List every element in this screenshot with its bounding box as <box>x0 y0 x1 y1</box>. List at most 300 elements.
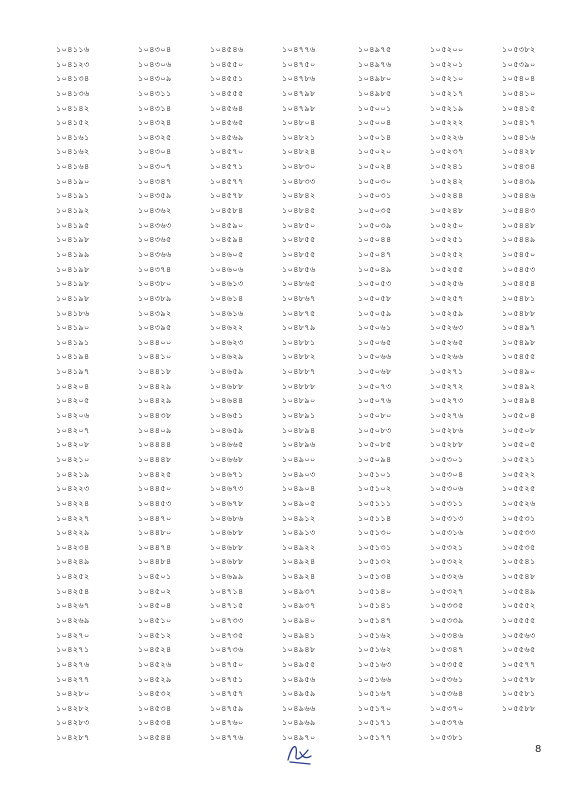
list-item: ১০৪৩৮০ <box>138 279 172 289</box>
list-item: ১০৪২৭৭ <box>56 674 90 684</box>
list-item: ১০৪৫৫৫ <box>210 88 244 98</box>
list-item: ১০৫৫৫৫ <box>502 615 536 625</box>
list-item: ১০৪২২৩ <box>56 484 90 494</box>
list-item: ১০৫৩১১ <box>430 498 464 508</box>
list-item: ১০৫০৫৩ <box>358 279 392 289</box>
list-item: ১০৪৮৮৭ <box>282 367 316 377</box>
list-item: ১০৫৪৯৪ <box>502 396 536 406</box>
list-item: ১০৪৭৩৫ <box>210 630 244 640</box>
list-item: ১০৪৯৬৯ <box>282 718 316 728</box>
list-item: ১০৪৫৯৪ <box>210 235 244 245</box>
list-item: ১০৪৬৮৬ <box>210 513 244 523</box>
list-item: ১০৪১৮৬ <box>56 308 90 318</box>
list-item: ১০৫৪৪৩ <box>502 206 536 216</box>
list-item: ১০৪৪৭৪ <box>138 542 172 552</box>
list-item: ১০৪৩৪৭ <box>138 176 172 186</box>
number-column-6 <box>430 43 502 746</box>
list-item: ১০৫১৬৬ <box>358 674 392 684</box>
list-item: ১০৪৩৯২ <box>138 308 172 318</box>
list-item: ১০৫১৪০ <box>358 586 392 596</box>
list-item: ১০৪৩০৭ <box>138 162 172 172</box>
list-item: ১০৫৫২১ <box>502 454 536 464</box>
list-item: ১০৪৩৬৩ <box>138 220 172 230</box>
list-item: ১০৫২২৬ <box>430 132 464 142</box>
list-item: ১০৪৫১২ <box>138 630 172 640</box>
list-item: ১০৪৬৭৩ <box>210 484 244 494</box>
list-item: ১০৫৩২৭ <box>430 586 464 596</box>
list-item: ১০৪৫০১ <box>138 572 172 582</box>
list-item: ১০৫০৪৭ <box>358 249 392 259</box>
list-item: ১০৪৯২৪ <box>282 557 316 567</box>
list-item: ১০৫৩৩৫ <box>430 601 464 611</box>
list-item: ১০৪৫৫০ <box>210 59 244 69</box>
list-item: ১০৫৫৪১ <box>502 557 536 567</box>
list-item: ১০৪১৯৯ <box>56 249 90 259</box>
list-item: ১০৪৭৭৬ <box>210 733 244 743</box>
list-item: ১০৫২৫০ <box>430 220 464 230</box>
list-item: ১০৪৯১৩ <box>282 528 316 538</box>
list-item: ১০৫২৬৫ <box>430 337 464 347</box>
list-item: ১০৪৫৩৪ <box>138 703 172 713</box>
list-item: ১০৫১৩১ <box>358 542 392 552</box>
list-item: ১০৪৪১০ <box>138 352 172 362</box>
list-item: ১০৫৫০৪ <box>502 411 536 421</box>
list-item: ১০৫৪২৮ <box>502 147 536 157</box>
list-item: ১০৪২০৬ <box>56 411 90 421</box>
list-item: ১০৪৮২১ <box>282 132 316 142</box>
list-item: ১০৪২৭১ <box>56 645 90 655</box>
number-list-grid <box>56 43 536 746</box>
list-item: ১০৪৯৮০ <box>358 74 392 84</box>
list-item: ১০৪৫৯০ <box>210 220 244 230</box>
list-item: ১০৪৯২৪ <box>282 572 316 582</box>
list-item: ১০৫৩২১ <box>430 542 464 552</box>
list-item: ১০৪৭৩৩ <box>210 615 244 625</box>
list-item: ১০৪৫৬৪ <box>210 103 244 113</box>
list-item: ১০৪২৮০ <box>56 689 90 699</box>
list-item: ১০৫২৭৩ <box>430 396 464 406</box>
list-item: ১০৪৩১১ <box>138 88 172 98</box>
list-item: ১০৪৯৫৯ <box>282 689 316 699</box>
list-item: ১০৪৯৪৮ <box>282 645 316 655</box>
number-column-5 <box>358 43 430 746</box>
list-item: ১০৫৫৪৯ <box>502 586 536 596</box>
list-item: ১০৪৩০৯ <box>138 74 172 84</box>
list-item: ১০৫৪০৪ <box>502 74 536 84</box>
list-item: ১০৪৬৭১ <box>210 469 244 479</box>
list-item: ১০৪৫২৬ <box>138 659 172 669</box>
list-item: ১০৪৫৬৯ <box>210 132 244 142</box>
list-item: ১০৪৮৫৬ <box>282 264 316 274</box>
list-item: ১০৫২১৯ <box>430 103 464 113</box>
list-item: ১০৪৫৩২ <box>138 689 172 699</box>
list-item: ১০৪৮৪৫ <box>282 206 316 216</box>
list-item: ১০৪৫২৯ <box>138 674 172 684</box>
list-item: ১০৪৩০৪ <box>138 147 172 157</box>
list-item: ১০৪৪৭০ <box>138 513 172 523</box>
list-item: ১০৪৯৫৫ <box>282 659 316 669</box>
list-item: ১০৫২৭৬ <box>430 411 464 421</box>
list-item: ১০৪১৯০ <box>56 176 90 186</box>
list-item: ১০৪১৯২ <box>56 206 90 216</box>
number-column-3 <box>210 43 282 746</box>
list-item: ১০৪১৯৮ <box>56 279 90 289</box>
list-item: ১০৪১৯৮ <box>56 235 90 245</box>
list-item: ১০৪৭৫০ <box>210 659 244 669</box>
list-item: ১০৪৭১৫ <box>210 601 244 611</box>
list-item: ১০৪৯৩৭ <box>282 601 316 611</box>
list-item: ১০৪২৫৪ <box>56 586 90 596</box>
list-item: ১০৫২২২ <box>430 118 464 128</box>
list-item: ১০৪৫৬৫ <box>210 118 244 128</box>
list-item: ১০৪২২৯ <box>56 528 90 538</box>
list-item: ১০৫৩৭৬ <box>430 718 464 728</box>
list-item: ১০৪৯০০ <box>282 454 316 464</box>
list-item: ১০৫৩৪৭ <box>430 645 464 655</box>
list-item: ১০৪৯০৪ <box>282 484 316 494</box>
list-item: ১০৫৩৯০ <box>502 59 536 69</box>
list-item: ১০৪২৮৩ <box>56 718 90 728</box>
list-item: ১০৪৯৬৬ <box>282 703 316 713</box>
list-item: ১০৪৫৪৪ <box>138 733 172 743</box>
list-item: ১০৪২৪৯ <box>56 557 90 567</box>
list-item: ১০৫২৪২ <box>430 176 464 186</box>
list-item: ১০৪৮৫৫ <box>282 249 316 259</box>
list-item: ১০৪৫৭০ <box>210 147 244 157</box>
list-item: ১০৫৩৮২ <box>502 45 536 54</box>
list-item: ১০৪৮৩৩ <box>282 176 316 186</box>
list-item: ১০৪৪০৯ <box>138 425 172 435</box>
list-item: ১০৫৪৯৮ <box>502 337 536 347</box>
list-item: ১০৪৪১৮ <box>138 367 172 377</box>
list-item: ১০৪৮৪২ <box>282 191 316 201</box>
list-item: ১০৫৪৪৮ <box>502 220 536 230</box>
list-item: ১০৫২১০ <box>430 74 464 84</box>
list-item: ১০৪২৮৭ <box>56 733 90 743</box>
list-item: ১০৪৩৭৪ <box>138 264 172 274</box>
list-item: ১০৪৬২৩ <box>210 337 244 347</box>
list-item: ১০৫২০১ <box>430 59 464 69</box>
list-item: ১০৫২৭১ <box>430 367 464 377</box>
list-item: ১০৪৬৮৮ <box>210 381 244 391</box>
list-item: ১০৪১৬১ <box>56 132 90 142</box>
list-item: ১০৫৪১৭ <box>502 118 536 128</box>
list-item: ১০৪৪২৫ <box>138 469 172 479</box>
list-item: ১০৫৫৮৮ <box>502 703 536 713</box>
list-item: ১০৪৬৫৯ <box>210 425 244 435</box>
list-item: ১০৪৫১০ <box>138 615 172 625</box>
list-item: ১০৪৯৩৭ <box>282 586 316 596</box>
list-item: ১০৪৯৪১ <box>282 630 316 640</box>
list-item: ১০৫৪৩৯ <box>502 176 536 186</box>
list-item: ১০৫৪৮১ <box>502 293 536 303</box>
list-item: ১০৪১৯৪ <box>56 352 90 362</box>
list-item: ১০৪৬১৩ <box>210 279 244 289</box>
list-item: ১০৫৪৫৩ <box>502 264 536 274</box>
list-item: ১০৪৭৩৬ <box>210 645 244 655</box>
list-item: ১০৫৩৪৬ <box>430 630 464 640</box>
list-item: ১০৪১২৩ <box>56 59 90 69</box>
number-column-2 <box>138 43 210 746</box>
list-item: ১০৪১৩৬ <box>56 88 90 98</box>
list-item: ১০৫৪১৬ <box>502 132 536 142</box>
list-item: ১০৫২৭২ <box>430 381 464 391</box>
list-item: ১০৪৬৬৫ <box>210 440 244 450</box>
list-item: ১০৫৩৩৯ <box>430 615 464 625</box>
list-item: ১০৪৮৫০ <box>282 220 316 230</box>
list-item: ১০৫৪৩৪ <box>502 162 536 172</box>
list-item: ১০৪৪৩৮ <box>138 411 172 421</box>
list-item: ১০৪১৯৫ <box>56 220 90 230</box>
list-item: ১০৫২৫৬ <box>430 279 464 289</box>
list-item: ১০৫৩৬১ <box>430 674 464 684</box>
list-item: ১০৫০৪৯ <box>358 264 392 274</box>
list-item: ১০৪২০৮ <box>56 440 90 450</box>
list-item: ১০৫২৫৯ <box>430 308 464 318</box>
list-item: ১০৫৫০৮ <box>502 425 536 435</box>
list-item: ১০৪৭৫৭ <box>210 689 244 699</box>
list-item: ১০৪৮৯১ <box>282 411 316 421</box>
list-item: ১০৪৯৭৬ <box>358 59 392 69</box>
list-item: ১০৪৮৯০ <box>282 396 316 406</box>
list-item: ১০৫০৩৯ <box>358 220 392 230</box>
list-item: ১০৪৬৮৮ <box>210 557 244 567</box>
list-item: ১০৪৩৯৫ <box>138 323 172 333</box>
list-item: ১০৪৩৮৯ <box>138 293 172 303</box>
list-item: ১০৪৮৯৬ <box>282 440 316 450</box>
list-item: ১০৪১৬২ <box>56 147 90 157</box>
list-item: ১০৫০৩০ <box>358 176 392 186</box>
list-item: ১০৪৬০৬ <box>210 264 244 274</box>
list-item: ১০৫৫৩৩ <box>502 528 536 538</box>
number-column-7 <box>502 43 536 746</box>
list-item: ১০৫১৬৩ <box>358 659 392 669</box>
list-item: ১০৪৫৭১ <box>210 162 244 172</box>
list-item: ১০৫০০১ <box>358 103 392 113</box>
number-column-1 <box>56 43 138 746</box>
list-item: ১০৪২৬৭ <box>56 601 90 611</box>
list-item: ১০৫০৬৬ <box>358 352 392 362</box>
list-item: ১০৪১৩৪ <box>56 74 90 84</box>
list-item: ১০৫৩৭০ <box>430 703 464 713</box>
list-item: ১০৪৫৭৮ <box>210 191 244 201</box>
list-item: ১০৫১৩২ <box>358 557 392 567</box>
list-item: ১০৪৪০০ <box>138 337 172 347</box>
list-item: ১০৫১৬২ <box>358 630 392 640</box>
page-number: 8 <box>535 744 542 755</box>
list-item: ১০৪৬০৫ <box>210 249 244 259</box>
list-item: ১০৫৫২২ <box>502 469 536 479</box>
list-item: ১০৫১৬২ <box>358 645 392 655</box>
list-item: ১০৫৫২৬ <box>502 498 536 508</box>
list-item: ১০৫২৬৬ <box>430 352 464 362</box>
list-item: ১০৫৩৮১ <box>430 733 464 743</box>
list-item: ১০৪১৯৭ <box>56 367 90 377</box>
list-item: ১০৪১১৬ <box>56 45 90 54</box>
list-item: ১০৪১৯০ <box>56 323 90 333</box>
list-item: ১০৪৭১৪ <box>210 586 244 596</box>
list-item: ১০৪২০৭ <box>56 425 90 435</box>
list-item: ১০৪৬৮৮ <box>210 528 244 538</box>
list-item: ১০৫০৯৪ <box>358 454 392 464</box>
list-item: ১০৪৯৭০ <box>282 733 316 743</box>
list-item: ১০৪৭৫০ <box>282 59 316 69</box>
list-item: ১০৫৪১০ <box>502 88 536 98</box>
list-item: ১০৪৪২৯ <box>138 381 172 391</box>
list-item: ১০৫২৪৪ <box>430 191 464 201</box>
list-item: ১০৫০৬১ <box>358 323 392 333</box>
list-item: ১০৪৩২৫ <box>138 132 172 142</box>
list-item: ১০৪৬১৪ <box>210 293 244 303</box>
list-item: ১০৫৪৯০ <box>502 367 536 377</box>
list-item: ১০৫১৬৭ <box>358 689 392 699</box>
list-item: ১০৪২৭৬ <box>56 659 90 669</box>
list-item: ১০৪৭৮৬ <box>282 74 316 84</box>
list-item: ১০৪১৯১ <box>56 191 90 201</box>
list-item: ১০৫২৩৭ <box>430 147 464 157</box>
list-item: ১০৫১৩৪ <box>358 572 392 582</box>
list-item: ১০৪৫২৪ <box>138 645 172 655</box>
list-item: ১০৪৮৫৫ <box>282 235 316 245</box>
list-item: ১০৪২১০ <box>56 454 90 464</box>
list-item: ১০৪৩০৪ <box>138 45 172 54</box>
list-item: ১০৪২৭০ <box>56 630 90 640</box>
list-item: ১০৪৯১২ <box>282 513 316 523</box>
list-item: ১০৪৯৪০ <box>282 615 316 625</box>
list-item: ১০৫২৪৮ <box>430 206 464 216</box>
list-item: ১০৫২৫৭ <box>430 293 464 303</box>
list-item: ১০৫০৫৯ <box>358 308 392 318</box>
list-item: ১০৪১৬৪ <box>56 162 90 172</box>
list-item: ১০৫৪৪৬ <box>502 191 536 201</box>
list-item: ১০৫৩০৪ <box>430 469 464 479</box>
list-item: ১০৪৪৪৪ <box>138 440 172 450</box>
list-item: ১০৪৩১৪ <box>138 103 172 113</box>
list-item: ১০৪৮৬৭ <box>282 293 316 303</box>
list-item: ১০৪৭৫১ <box>210 674 244 684</box>
list-item: ১০৪৬৬৮ <box>210 454 244 464</box>
list-item: ১০৫৫২৫ <box>502 484 536 494</box>
list-item: ১০৪৭৯৮ <box>282 103 316 113</box>
list-item: ১০৫০০৪ <box>358 118 392 128</box>
list-item: ১০৪৬১৬ <box>210 308 244 318</box>
list-item: ১০৫০৩১ <box>358 191 392 201</box>
list-item: ১০৪৬৪৪ <box>210 396 244 406</box>
list-item: ১০৫১১১ <box>358 498 392 508</box>
list-item: ১০৫৫৭৭ <box>502 659 536 669</box>
list-item: ১০৪৬৫১ <box>210 411 244 421</box>
list-item: ১০৪৭৬০ <box>210 718 244 728</box>
list-item: ১০৪৫৭৭ <box>210 176 244 186</box>
list-item: ১০৪৯৮৫ <box>358 88 392 98</box>
list-item: ১০৫৩২৬ <box>430 572 464 582</box>
list-item: ১০৪৮৩০ <box>282 162 316 172</box>
list-item: ১০৪৯০৩ <box>282 469 316 479</box>
list-item: ১০৪৬২৯ <box>210 352 244 362</box>
list-item: ১০৪১৯১ <box>56 337 90 347</box>
list-item: ১০৪৮২৪ <box>282 147 316 157</box>
list-item: ১০৫৫৬৩ <box>502 630 536 640</box>
list-item: ১০৪৪২৯ <box>138 396 172 406</box>
list-item: ১০৪৮০৪ <box>282 118 316 128</box>
list-item: ১০৪২৩৪ <box>56 542 90 552</box>
list-item: ১০৫০৬৮ <box>358 367 392 377</box>
list-item: ১০৪৯৭৫ <box>358 45 392 54</box>
list-item: ১০৫২৮৬ <box>430 425 464 435</box>
list-item: ১০৫১০১ <box>358 469 392 479</box>
list-item: ১০৪৬৮৮ <box>210 542 244 552</box>
list-item: ১০৫২৫৫ <box>430 264 464 274</box>
list-item: ১০৫০৩৫ <box>358 206 392 216</box>
list-item: ১০৫৩১৩ <box>430 513 464 523</box>
list-item: ১০৫৫৫২ <box>502 601 536 611</box>
list-item: ১০৫২৮৮ <box>430 440 464 450</box>
list-item: ১০৫৪১৫ <box>502 103 536 113</box>
list-item: ১০৫৫৩১ <box>502 513 536 523</box>
list-item: ১০৫৩০১ <box>430 454 464 464</box>
list-item: ১০৫৪৪৯ <box>502 235 536 245</box>
list-item: ১০৪৩৫৯ <box>138 191 172 201</box>
list-item: ১০৪১৫২ <box>56 118 90 128</box>
list-item: ১০৪৫৮৪ <box>210 206 244 216</box>
list-item: ১০৪৬৭৮ <box>210 498 244 508</box>
list-item: ১০৪২৮২ <box>56 703 90 713</box>
list-item: ১০৫২৬৩ <box>430 323 464 333</box>
list-item: ১০৫২০০ <box>430 45 464 54</box>
list-item: ১০৪২০৫ <box>56 396 90 406</box>
list-item: ১০৫১৩০ <box>358 528 392 538</box>
list-item: ১০৫২১৭ <box>430 88 464 98</box>
list-item: ১০৫১৭১ <box>358 718 392 728</box>
list-item: ১০৫৩২২ <box>430 557 464 567</box>
list-item: ১০৪৫৩৪ <box>138 718 172 728</box>
list-item: ১০৫০৮০ <box>358 411 392 421</box>
list-item: ১০৪২০৪ <box>56 381 90 391</box>
list-item: ১০৪৫০২ <box>138 586 172 596</box>
list-item: ১০৪৬৯৯ <box>210 572 244 582</box>
list-item: ১০৪৫০৪ <box>138 601 172 611</box>
list-item: ১০৫০৭৩ <box>358 381 392 391</box>
list-item: ১০৪৭৭৬ <box>282 45 316 54</box>
list-item: ১০৫৪৮৮ <box>502 308 536 318</box>
list-item: ১০৪২১৯ <box>56 469 90 479</box>
list-item: ১০৪৮৭৫ <box>282 308 316 318</box>
list-item: ১০৫৩৫৫ <box>430 659 464 669</box>
list-item: ১০৪৪৪৮ <box>138 454 172 464</box>
list-item: ১০৪৮৭৯ <box>282 323 316 333</box>
list-item: ১০৪২২৭ <box>56 513 90 523</box>
number-column-4 <box>282 43 358 746</box>
list-item: ১০৪৩৬২ <box>138 206 172 216</box>
list-item: ১০৪৯০৫ <box>282 498 316 508</box>
list-item: ১০৪২৫২ <box>56 572 90 582</box>
list-item: ১০৫০২০ <box>358 147 392 157</box>
list-item: ১০৫০৮৩ <box>358 425 392 435</box>
list-item: ১০৪২২৪ <box>56 498 90 508</box>
list-item: ১০৪৯৫৬ <box>282 674 316 684</box>
list-item: ১০৪৬২২ <box>210 323 244 333</box>
list-item: ১০৫০২৪ <box>358 162 392 172</box>
list-item: ১০৫৫৪৮ <box>502 572 536 582</box>
list-item: ১০৫২৫২ <box>430 249 464 259</box>
list-item: ১০৪৯২২ <box>282 542 316 552</box>
list-item: ১০৪৪৫৩ <box>138 498 172 508</box>
list-item: ১০৫৫৬৫ <box>502 645 536 655</box>
list-item: ১০৫০১৪ <box>358 132 392 142</box>
list-item: ১০৫৩৬৪ <box>430 689 464 699</box>
list-item: ১০৫২৪১ <box>430 162 464 172</box>
list-item: ১০৫১৪১ <box>358 601 392 611</box>
